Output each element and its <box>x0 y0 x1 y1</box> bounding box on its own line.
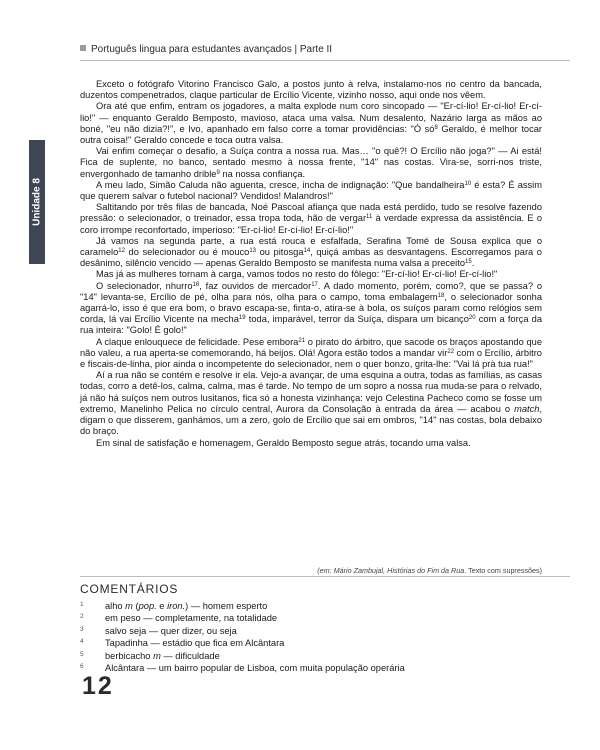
list-item: 4 Tapadinha — estádio que fica em Alcântara <box>80 638 285 649</box>
list-item: 5 berbicacho m — dificuldade <box>80 650 220 661</box>
footnote-mark: 11 <box>366 214 373 221</box>
footnote-mark: 9 <box>216 169 220 176</box>
footnote-mark: 14 <box>303 248 311 255</box>
footnote-mark: 20 <box>468 315 476 322</box>
paragraph: Vai enfim começar o desafio, a Suíça contra a nossa rua. Mas… "o quê?! O Ercílio não joga?" — Ai está! Fica de suplente, no banco, sentado mesmo à nossa frente, "14" nas costas. Vira-se, sorri-nos triste, envergonhado de tamanho drible$^9$ na nossa confiança. <box>80 146 542 179</box>
paragraph: Mas já as mulheres tornam à carga, vamos todos no resto do fôlego: "Er-cí-lio! Er-cí-lio! Er-cí-lio!" <box>96 269 498 280</box>
paragraph: Saltitando por três filas de bancada, Noé Pascoal afiança que nada está perdido, tudo se resolve fazendo pressão: o selecionador, o treinador, essa tropa toda, hão de vergar$^{11}$ à verdade expressa da assistência. E o coro irrompe reconfortado, imperioso: "Er-cí-lio! Er-cí-lio! Er-cí-lio!" <box>80 202 543 235</box>
footnote-mark: 13 <box>249 248 257 255</box>
footnote-mark: 10 <box>464 180 472 187</box>
paragraph: Aí a rua não se contém e resolve ir ela. Vejo-a avançar, de uma esquina a outra, todas as famílias, as casas todas, corro a detê-los, calma, calma, mas é tarde. No tempo de um sopro a nossa rua muda-se para o relvado, já não há suíços nem outros lusitanos, fica só a honesta vizinhança: vejo Celestina Pacheco como se fosse um extremo, Manelinho Pelica no círculo central, Aurora da Consolação à entrada da área — acabou o match, digam o que disserem, ganhámos, um a zero, golo de Ercílio que sai em ombros, "14" nas costas, bola debaixo do braço. <box>80 370 542 437</box>
header-divider <box>80 60 570 61</box>
paragraph: A claque enlouquece de felicidade. Pese embora$^{21}$ o pirato do árbitro, que sacode os braços apostando que não valeu, a rua aperta-se comemorando, há beijos. Olá! Agora estão todos a mandar vir$^{22}$ com o Ercílio, árbitro e fiscais-de-linha, pior ainda o incompetente do selecionador, nem o quer bonzo, grita-lhe: "Vai lá prà tua rua!" <box>80 336 542 370</box>
comments-heading: COMENTÁRIOS <box>80 582 179 596</box>
paragraph: O selecionador, nhurro$^{16}$, faz ouvidos de mercador$^{17}$. A dado momento, porém, como?, que se passa? o "14" levanta-se, Ercílio de pé, olha para nós, olha para o campo, toma embalagem$^{18}$, o selecionador sonha agarrá-lo, isso é que era bom, o bravo escapa-se, finta-o, atira-se à bola, os suíços param como relógios sem corda, lá vai Ercílio Vicente na mecha$^{19}$ toda, imparável, terror da Suíça, dispara um bicanço$^{20}$ com a força da rua inteira: "Golo! É golo!" <box>80 280 543 336</box>
square-bullet-icon <box>80 45 86 51</box>
footnote-mark: 16 <box>192 281 200 288</box>
footnote-mark: 12 <box>118 248 125 255</box>
paragraph: A meu lado, Simão Caluda não aguenta, cresce, incha de indignação: "Que bandalheira$^{10}$ é esta? É assim que querem salvar o futebol nacional? Vendidos! Malandros!" <box>80 179 542 202</box>
unit-label: Unidade 8 <box>31 178 43 226</box>
header-title: Português lingua para estudantes avançados | Parte II <box>91 44 333 55</box>
page-number: 12 <box>82 672 114 700</box>
footnote-mark: 8 <box>434 124 438 131</box>
paragraph: Já vamos na segunda parte, a rua está rouca e esfalfada, Serafina Tomé de Sousa explica que o caramelo$^{12}$ do selecionador ou é mouco$^{13}$ ou pitosga$^{14}$, quiçá ambas as desvantagens. Escorregamos para o desânimo, silêncio vencido — apenas Geraldo Bemposto se manifesta numa valsa a preceito$^{15}$. <box>80 235 542 269</box>
footnote-mark: 22 <box>447 348 455 355</box>
footnote-mark: 19 <box>238 315 246 322</box>
paragraph: Exceto o fotógrafo Vitorino Francisco Galo, a postos junto à relva, instalamo-nos no centro da bancada, duzentos compenetrados, claque particular de Ercílio Vicente, vizinho nosso, aqui onde nos vêem. <box>80 79 542 101</box>
list-item: 6 Alcântara — um bairro popular de Lisboa, com muita população operária <box>80 663 405 674</box>
list-item: 2 em peso — completamente, na totalidade <box>80 613 278 624</box>
running-header <box>80 44 550 55</box>
source-citation: (em: Mário Zambujal, Histórias do Fim da Rua. Texto com supressões) <box>317 566 542 575</box>
comments-divider <box>80 576 570 577</box>
paragraph: Ora até que enfim, entram os jogadores, a malta explode num coro sincopado — "Er-cí-lio! Er-cí-lio! Er-cí-lio!" — enquanto Geraldo Bemposto, mavioso, ataca uma valsa. Num desalento, Nazário larga as mãos ao boné, "eu não dizia?!", e Ivo, apanhado em falso corre a tomar providências: "Ó $só^8$ Geraldo, é melhor tocar outra coisa!" Geraldo concede e toca outra valsa. <box>80 101 543 146</box>
footnote-mark: 21 <box>298 337 306 344</box>
list-item: 3 salvo seja — quer dizer, ou seja <box>80 625 237 636</box>
footnote-mark: 15 <box>465 259 472 266</box>
footnote-mark: 17 <box>311 281 318 288</box>
paragraph: Em sinal de satisfação e homenagem, Geraldo Bemposto segue atrás, tocando uma valsa. <box>96 437 471 448</box>
story-text <box>80 79 542 449</box>
list-item: 1 alho m (pop. e iron.) — homem esperto <box>80 601 268 611</box>
footnote-mark: 18 <box>437 292 445 299</box>
comments-list <box>80 600 520 674</box>
